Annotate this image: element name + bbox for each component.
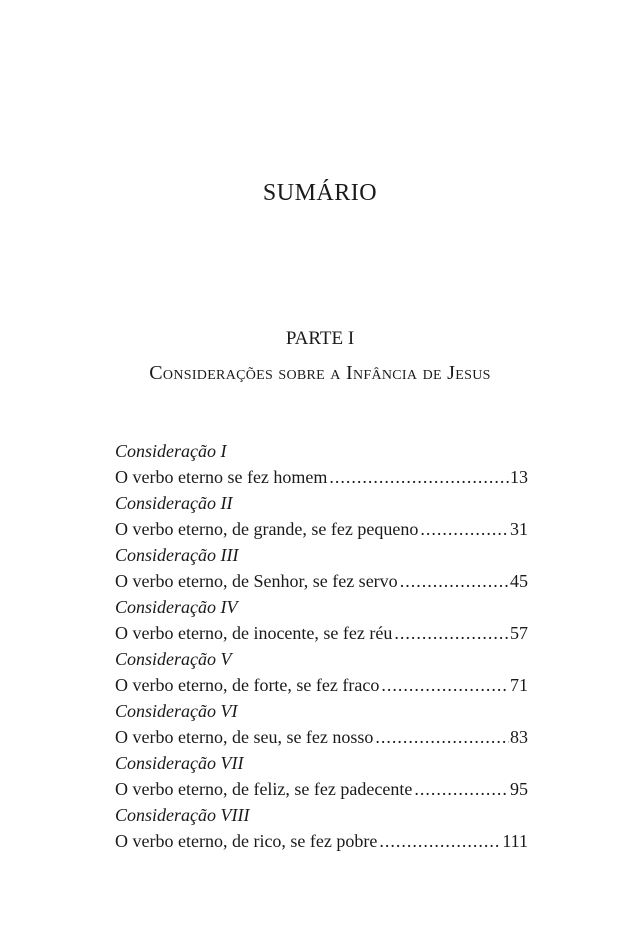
toc-entry <box>115 542 528 594</box>
consideration-label: Consideração IV <box>115 597 238 617</box>
page-number: 95 <box>510 779 528 799</box>
page-number: 31 <box>510 519 528 539</box>
page-number: 71 <box>510 675 528 695</box>
consideration-title: O verbo eterno, de feliz, se fez padecente <box>115 779 413 799</box>
page-number: 83 <box>510 727 528 747</box>
consideration-title: O verbo eterno, de forte, se fez fraco <box>115 675 380 695</box>
dot-leader <box>375 724 509 750</box>
dot-leader <box>400 568 509 594</box>
consideration-title: O verbo eterno se fez homem <box>115 467 328 487</box>
dot-leader <box>420 516 509 542</box>
dot-leader <box>414 776 509 802</box>
toc-entry <box>115 802 528 854</box>
page-number: 57 <box>510 623 528 643</box>
toc-entry-line[interactable] <box>115 620 528 646</box>
toc-entry <box>115 490 528 542</box>
dot-leader <box>329 464 509 490</box>
consideration-label: Consideração VIII <box>115 805 250 825</box>
consideration-label: Consideração VI <box>115 701 238 721</box>
page-number: 45 <box>510 571 528 591</box>
part-heading: PARTE I <box>285 328 355 349</box>
page-number: 13 <box>510 467 528 487</box>
table-of-contents <box>115 438 528 854</box>
consideration-label: Consideração II <box>115 493 233 513</box>
page-number: 111 <box>502 831 528 851</box>
toc-entry <box>115 750 528 802</box>
part-subtitle: Considerações sobre a Infância de Jesus <box>149 362 491 384</box>
page-title: SUMÁRIO <box>262 180 378 206</box>
consideration-title: O verbo eterno, de Senhor, se fez servo <box>115 571 398 591</box>
consideration-label: Consideração I <box>115 441 227 461</box>
toc-entry-line[interactable] <box>115 828 528 854</box>
consideration-title: O verbo eterno, de seu, se fez nosso <box>115 727 374 747</box>
toc-entry-line[interactable] <box>115 672 528 698</box>
dot-leader <box>379 828 501 854</box>
dot-leader <box>394 620 509 646</box>
consideration-title: O verbo eterno, de grande, se fez pequeno <box>115 519 419 539</box>
consideration-label: Consideração V <box>115 649 232 669</box>
toc-entry-line[interactable] <box>115 724 528 750</box>
dot-leader <box>381 672 509 698</box>
toc-entry <box>115 646 528 698</box>
consideration-title: O verbo eterno, de rico, se fez pobre <box>115 831 378 851</box>
toc-entry <box>115 438 528 490</box>
toc-entry-line[interactable] <box>115 776 528 802</box>
toc-entry <box>115 698 528 750</box>
consideration-label: Consideração VII <box>115 753 244 773</box>
toc-entry-line[interactable] <box>115 464 528 490</box>
consideration-title: O verbo eterno, de inocente, se fez réu <box>115 623 393 643</box>
toc-entry <box>115 594 528 646</box>
toc-entry-line[interactable] <box>115 568 528 594</box>
consideration-label: Consideração III <box>115 545 239 565</box>
toc-entry-line[interactable] <box>115 516 528 542</box>
